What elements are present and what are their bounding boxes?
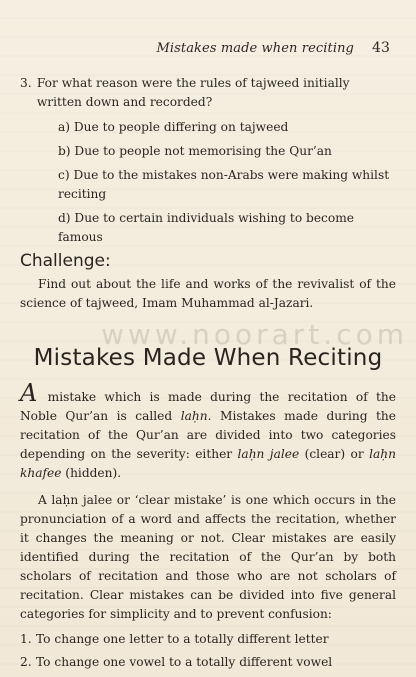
watermark: www.noorart.com [101,318,408,351]
p1-text-4: (hidden). [61,466,122,480]
question-text: For what reason were the rules of tajweed initially written down and recorded? [36,76,350,109]
term-lahn-khafee: laḥn khafee [20,447,397,480]
list-item [20,653,396,672]
term-lahn-jalee: laḥn jalee [237,447,300,461]
question [20,74,396,112]
option-c: c) Due to the mistakes non-Arabs were making whilst reciting [58,168,390,201]
answer-options [58,118,396,247]
p1-text-2: . Mistakes made during the recitation of the Qur’an are divided into two categories depending on the severity: either [20,409,396,461]
list-item [20,630,396,649]
challenge-heading: Challenge: [20,251,111,271]
list-number: 1. [20,632,32,646]
mistake-categories-list [20,630,396,672]
section-title: Mistakes Made When Reciting [33,345,383,371]
list-text: To change one letter to a totally different letter [36,632,329,646]
p1-text-1: mistake which is made during the recitation of the Noble Qur’an is called [20,390,396,423]
list-number: 2. [20,655,32,669]
option-d: d) Due to certain individuals wishing to become famous [58,211,354,244]
option-a: a) Due to people differing on tajweed [58,120,289,134]
page-number: 43 [371,40,390,56]
challenge-text: Find out about the life and works of the revivalist of the science of tajweed, Imam Muhammad al-Jazari. [20,277,396,310]
option-b: b) Due to people not memorising the Qur’an [58,144,332,158]
running-title: Mistakes made when reciting [156,41,354,56]
p1-text-3: (clear) or [299,447,370,461]
term-lahn: laḥn [180,409,208,423]
list-text: To change one vowel to a totally different vowel [36,655,333,669]
page-content [20,74,396,676]
paragraph-1 [20,379,397,483]
paragraph-2: A laḥn jalee or ‘clear mistake’ is one which occurs in the pronunciation of a word and affects the recitation, whether it changes the meaning or not. Clear mistakes are easily identified during the recitation of the Qur’an by both scholars of recitation and those who are not scholars of recitation. Clear mistakes can be divided into five general categories for simplicity and to prevent confusion: [20,493,396,621]
question-number: 3. [20,76,32,90]
running-header [0,40,390,56]
drop-cap: A [20,379,38,407]
